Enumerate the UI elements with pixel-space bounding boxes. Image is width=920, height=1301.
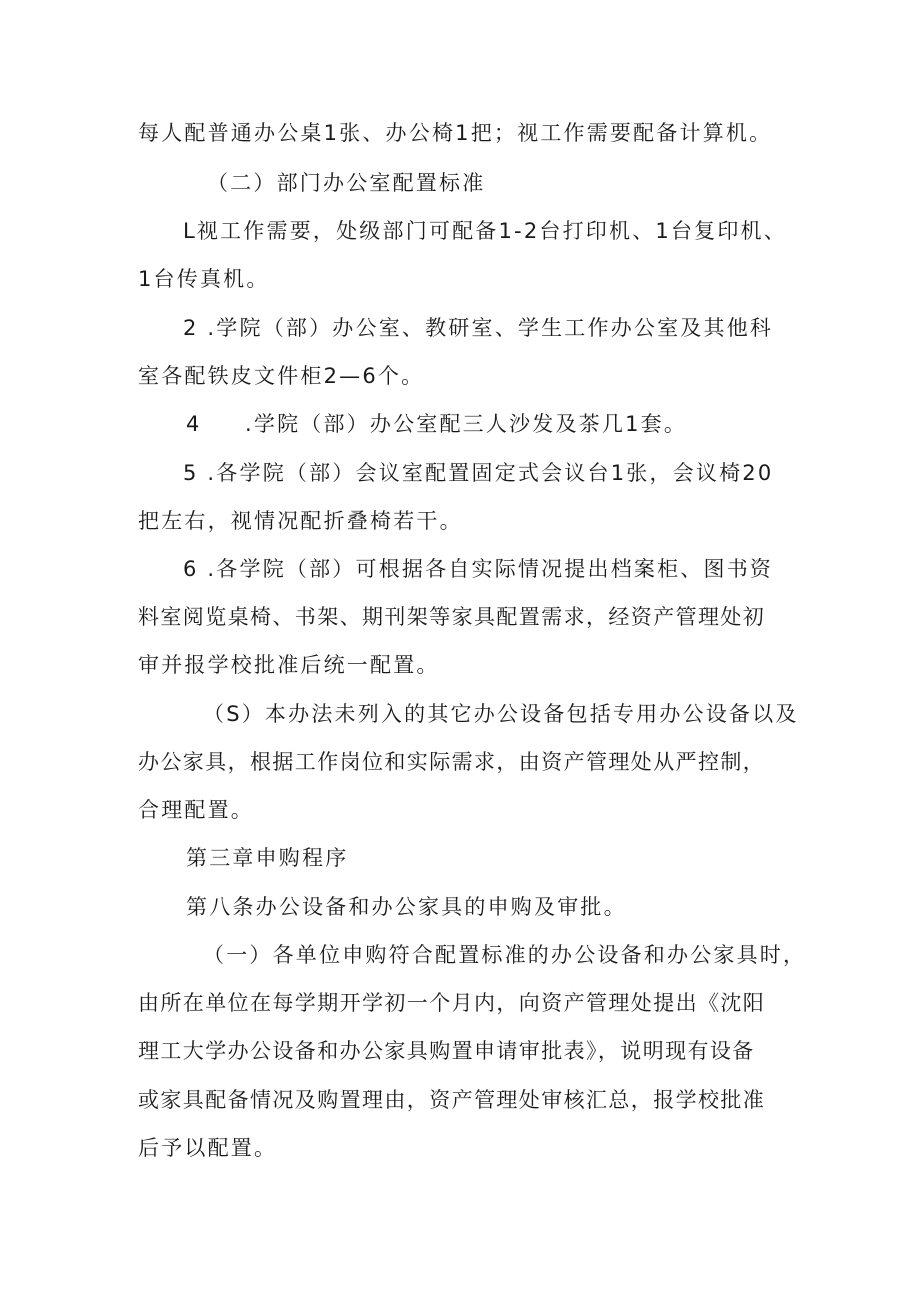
paragraph-line: 每人配普通办公桌1张、办公椅1把；视工作需要配备计算机。 — [138, 121, 773, 145]
paragraph-line: 审并报学校批准后统一配置。 — [138, 653, 440, 677]
paragraph-line: （S）本办法未列入的其它办公设备包括专用办公设备以及 — [203, 702, 799, 726]
section-heading: （二）部门办公室配置标准 — [207, 171, 486, 195]
paragraph-line: 理工大学办公设备和办公家具购置申请审批表》，说明现有设备 — [138, 1039, 755, 1063]
paragraph-line: 6 .各学院（部）可根据各自实际情况提出档案柜、图书资 — [183, 557, 774, 581]
chapter-heading: 第三章申购程序 — [186, 846, 349, 870]
paragraph-line: 或家具配备情况及购置理由，资产管理处审核汇总，报学校批准 — [138, 1088, 766, 1112]
paragraph-line: 2 .学院（部）办公室、教研室、学生工作办公室及其他科 — [183, 316, 774, 340]
paragraph-line: 5 .各学院（部）会议室配置固定式会议台1张，会议椅20 — [183, 461, 774, 485]
paragraph-line: 合理配置。 — [138, 798, 254, 822]
paragraph-line: 办公家具，根据工作岗位和实际需求，由资产管理处从严控制， — [138, 750, 766, 774]
paragraph-line: （一）各单位申购符合配置标准的办公设备和办公家具时， — [203, 943, 807, 967]
paragraph-line: 料室阅览桌椅、书架、期刊架等家具配置需求，经资产管理处初 — [138, 605, 766, 629]
paragraph-line: 室各配铁皮文件柜2—6个。 — [138, 364, 425, 388]
paragraph-line: 1台传真机。 — [138, 267, 270, 291]
paragraph-line: .学院（部）办公室配三人沙发及茶几1套。 — [245, 412, 688, 436]
article-heading: 第八条办公设备和办公家具的申购及审批。 — [186, 895, 627, 919]
paragraph-line: L视工作需要，处级部门可配备1-2台打印机、1台复印机、 — [183, 219, 787, 243]
paragraph-line: 后予以配置。 — [138, 1136, 278, 1160]
list-number: 4 — [186, 412, 202, 436]
paragraph-line: 由所在单位在每学期开学初一个月内，向资产管理处提出《沈阳 — [138, 991, 766, 1015]
paragraph-line: 把左右，视情况配折叠椅若干。 — [138, 509, 463, 533]
